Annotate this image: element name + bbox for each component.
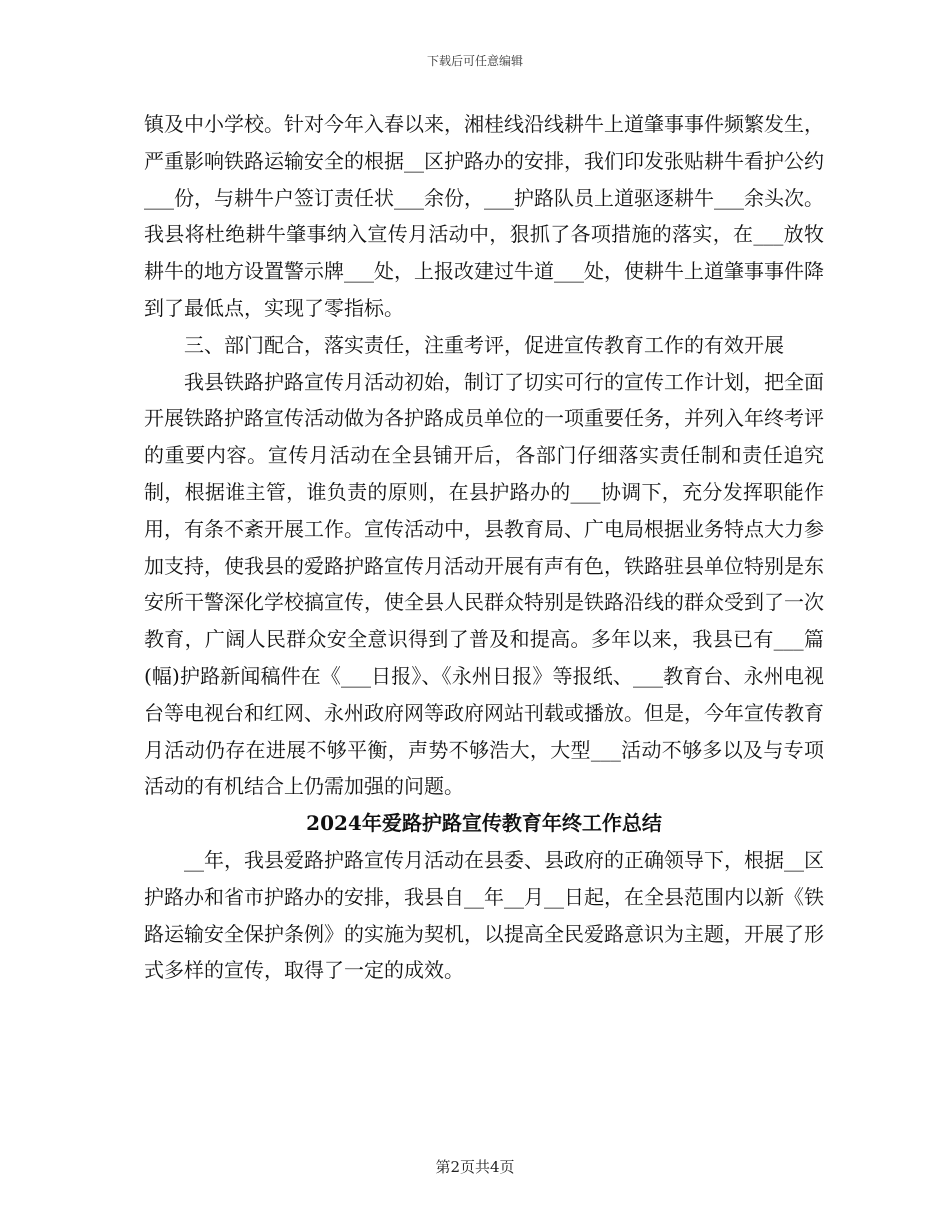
document-title: 2024年爱路护路宣传教育年终工作总结: [306, 811, 662, 836]
paragraph-continued: 镇及中小学校。针对今年入春以来，湘桂线沿线耕牛上道肇事事件频繁发生，严重影响铁路运输安全的根据__区护路办的安排，我们印发张贴耕牛看护公约___份，与耕牛户签订责任状___余份，___护路队员上道驱逐耕牛___余头次。我县将杜绝耕牛肇事纳入宣传月活动中，狠抓了各项措施的落实，在___放牧耕牛的地方设置警示牌___处，上报改建过牛道___处，使耕牛上道肇事事件降到了最低点，实现了零指标。: [144, 112, 824, 320]
page-number: 第2页共4页: [435, 1158, 515, 1176]
section-heading-three: 三、部门配合，落实责任，注重考评，促进宣传教育工作的有效开展: [184, 332, 784, 357]
page-header: 下载后可任意编辑: [426, 54, 523, 68]
paragraph-intro: __年，我县爱路护路宣传月活动在县委、县政府的正确领导下，根据__区护路办和省市护路办的安排，我县自__年__月__日起，在全县范围内以新《铁路运输安全保护条例》的实施为契机，以提高全民爱路意识为主题，开展了形式多样的宣传，取得了一定的成效。: [144, 847, 824, 983]
paragraph-cooperation: 我县铁路护路宣传月活动初始，制订了切实可行的宣传工作计划，把全面开展铁路护路宣传活动做为各护路成员单位的一项重要任务，并列入年终考评的重要内容。宣传月活动在全县铺开后，各部门仔细落实责任制和责任追究制，根据谁主管，谁负责的原则，在县护路办的___协调下，充分发挥职能作用，有条不紊开展工作。宣传活动中，县教育局、广电局根据业务特点大力参加支持，使我县的爱路护路宣传月活动开展有声有色，铁路驻县单位特别是东安所干警深化学校搞宣传，使全县人民群众特别是铁路沿线的群众受到了一次教育，广阔人民群众安全意识得到了普及和提高。多年以来，我县已有___篇(幅)护路新闻稿件在《___日报》、《永州日报》等报纸、___教育台、永州电视台等电视台和红网、永州政府网等政府网站刊载或播放。但是，今年宣传教育月活动仍存在进展不够平衡，声势不够浩大，大型___活动不够多以及与专项活动的有机结合上仍需加强的问题。: [144, 369, 824, 799]
document-body: [144, 106, 824, 989]
